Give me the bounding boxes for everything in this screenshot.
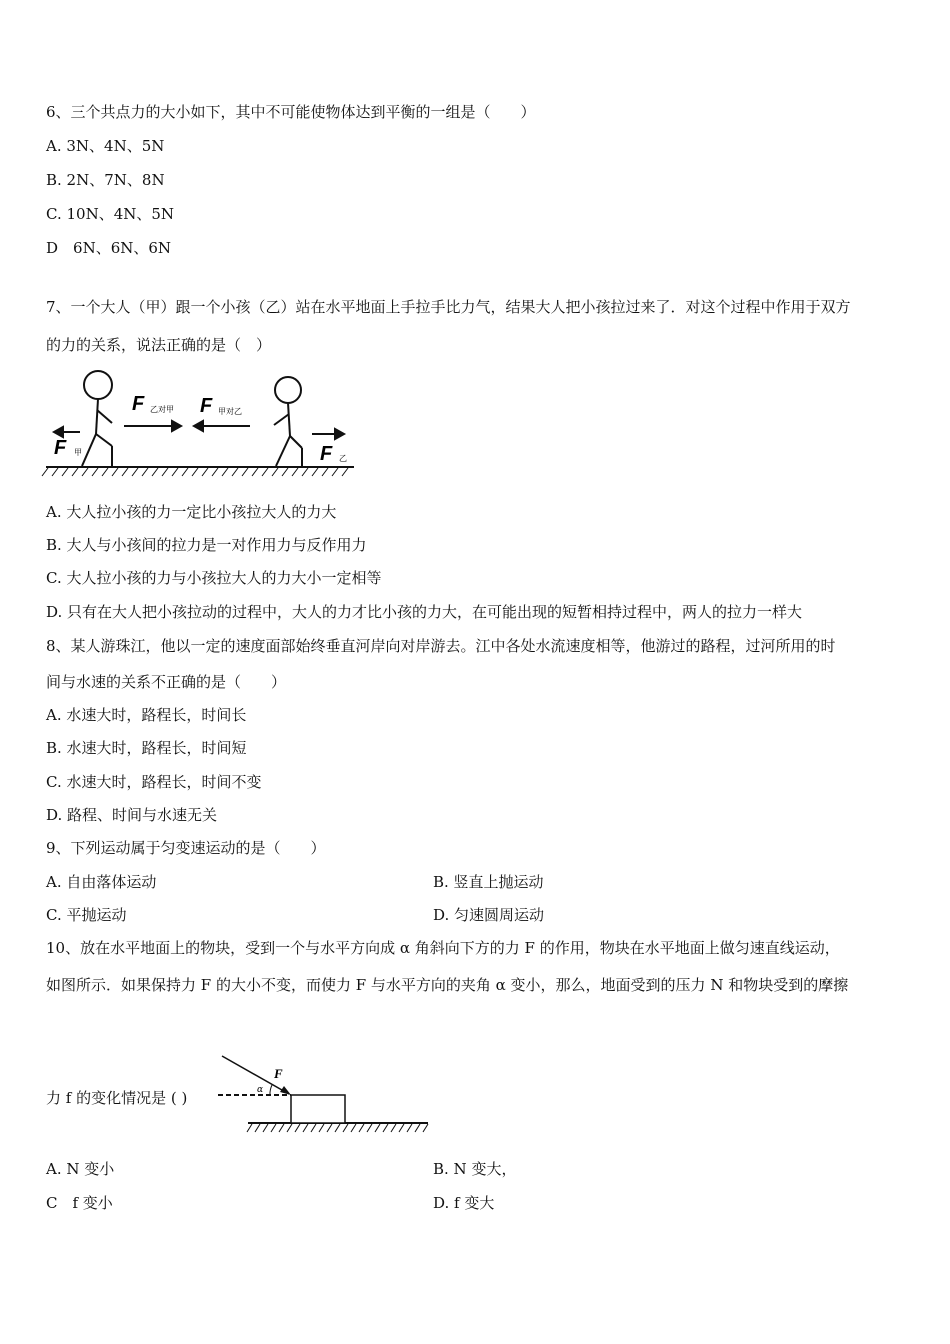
q9-option-b: B. 竖直上抛运动 [433, 873, 544, 891]
label-F-jia-on-yi-sub: 甲对乙 [218, 407, 242, 416]
q8-stem-line1: 8、某人游珠江，他以一定的速度面部始终垂直河岸向对岸游去。江中各处水流速度相等，他游过的路程，过河所用的时 [46, 637, 836, 655]
q10-stem-line3: 力 f 的变化情况是 ( ) [46, 1089, 188, 1107]
q10-option-d: D. f 变大 [433, 1194, 495, 1212]
adult-stick-figure [82, 371, 112, 466]
q6-option-b: B. 2N、7N、8N [46, 171, 165, 189]
q8-option-c: C. 水速大时，路程长，时间不变 [46, 773, 262, 791]
q10-block-force-figure [212, 1050, 434, 1136]
label-alpha: α [257, 1085, 264, 1095]
child-stick-figure [274, 377, 302, 466]
q6-stem: 6、三个共点力的大小如下，其中不可能使物体达到平衡的一组是（ ） [46, 103, 536, 121]
q9-option-c: C. 平抛运动 [46, 906, 127, 924]
label-F-yi: F [320, 443, 333, 465]
q7-option-c: C. 大人拉小孩的力与小孩拉大人的力大小一定相等 [46, 569, 382, 587]
q6-option-c: C. 10N、4N、5N [46, 205, 175, 223]
q6-option-a: A. 3N、4N、5N [46, 137, 165, 155]
label-F-jia: F [54, 437, 67, 459]
q6-option-d: D 6N、6N、6N [46, 239, 172, 257]
q9-option-d: D. 匀速圆周运动 [433, 906, 545, 924]
q8-option-d: D. 路程、时间与水速无关 [46, 806, 218, 824]
q7-tug-of-war-figure [40, 368, 360, 480]
q10-stem-line2: 如图所示．如果保持力 F 的大小不变，而使力 F 与水平方向的夹角 α 变小，那么，地面受到的压力 N 和物块受到的摩擦 [46, 976, 849, 994]
q7-option-b: B. 大人与小孩间的拉力是一对作用力与反作用力 [46, 536, 367, 554]
q10-option-b: B. N 变大， [433, 1160, 517, 1178]
label-F-yi-sub: 乙 [339, 454, 347, 463]
q10-option-c: C f 变小 [46, 1194, 113, 1212]
q8-stem-line2: 间与水速的关系不正确的是（ ） [46, 673, 287, 691]
q7-option-a: A. 大人拉小孩的力一定比小孩拉大人的力大 [46, 503, 337, 521]
q7-stem-line1: 7、一个大人（甲）跟一个小孩（乙）站在水平地面上手拉手比力气，结果大人把小孩拉过来了．对这个过程中作用于双方 [46, 298, 851, 316]
block [291, 1095, 345, 1123]
q8-option-a: A. 水速大时，路程长，时间长 [46, 706, 247, 724]
label-F-yi-on-jia: F [132, 393, 145, 415]
label-F-jia-sub: 甲 [74, 448, 82, 457]
label-F-jia-on-yi: F [200, 395, 213, 417]
q9-stem: 9、下列运动属于匀变速运动的是（ ） [46, 839, 326, 857]
q7-option-d: D. 只有在大人把小孩拉动的过程中，大人的力才比小孩的力大，在可能出现的短暂相持过程中，两人的拉力一样大 [46, 603, 803, 621]
q8-option-b: B. 水速大时，路程长，时间短 [46, 739, 247, 757]
q10-option-a: A. N 变小 [46, 1160, 115, 1178]
label-F: F [274, 1066, 283, 1081]
q9-option-a: A. 自由落体运动 [46, 873, 157, 891]
label-F-yi-on-jia-sub: 乙对甲 [150, 405, 174, 414]
q7-stem-line2: 的力的关系，说法正确的是（ ） [46, 336, 272, 354]
q10-stem-line1: 10、放在水平地面上的物块，受到一个与水平方向成 α 角斜向下方的力 F 的作用，物块在水平地面上做匀速直线运动， [46, 939, 840, 957]
